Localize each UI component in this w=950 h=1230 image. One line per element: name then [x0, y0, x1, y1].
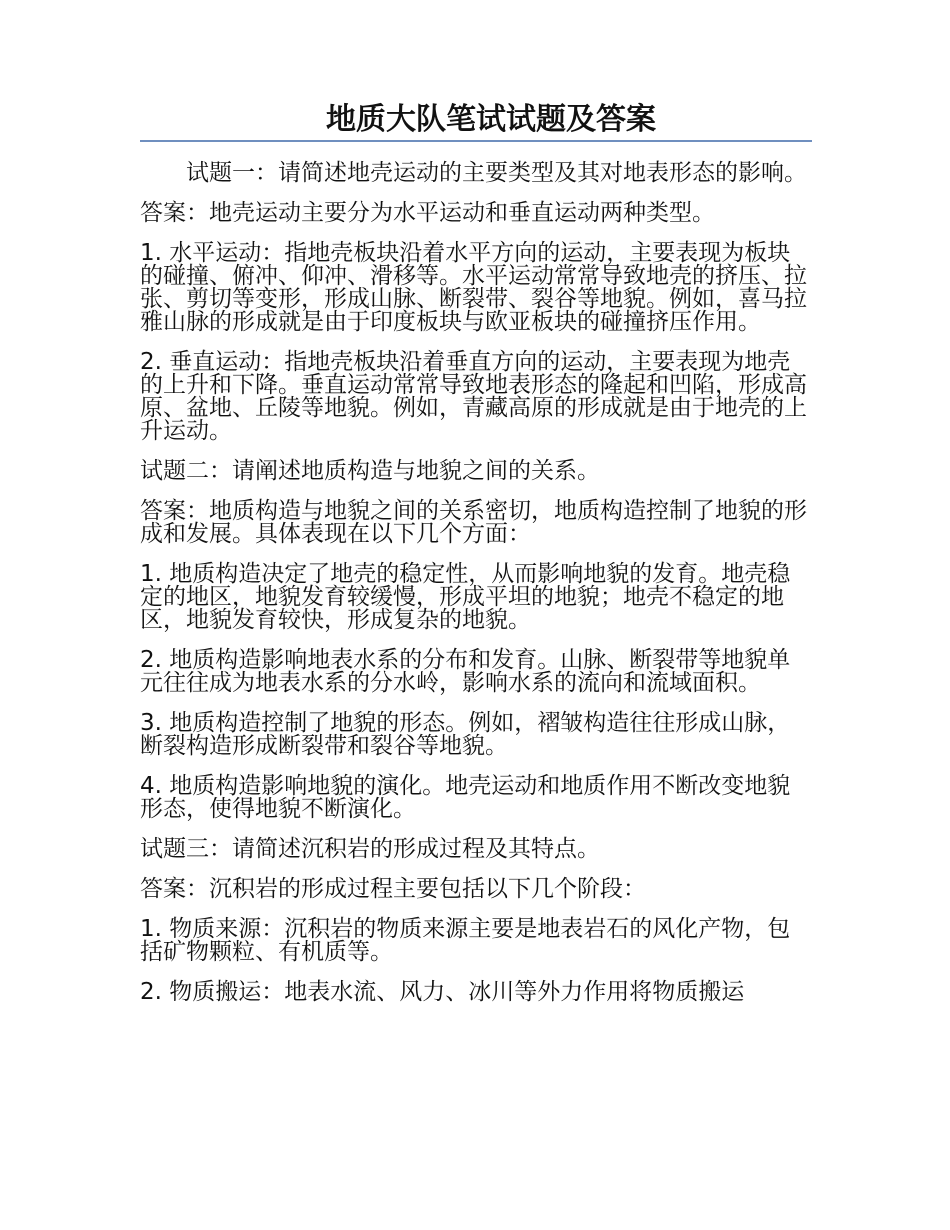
question-1: 试题一：请简述地壳运动的主要类型及其对地表形态的影响。 — [186, 160, 807, 186]
answer-3-intro: 答案：沉积岩的形成过程主要包括以下几个阶段： — [140, 876, 646, 902]
answer-1-point-2: 2. 垂直运动：指地壳板块沿着垂直方向的运动，主要表现为地壳的上升和下降。垂直运动常常导致地表形态的隆起和凹陷，形成高原、盆地、丘陵等地貌。例如，青藏高原的形成就是由于地壳的上升运动。 — [140, 349, 807, 444]
answer-2-point-1: 1. 地质构造决定了地壳的稳定性，从而影响地貌的发育。地壳稳定的地区，地貌发育较缓慢，形成平坦的地貌；地壳不稳定的地区，地貌发育较快，形成复杂的地貌。 — [140, 561, 791, 633]
answer-2-point-2: 2. 地质构造影响地表水系的分布和发育。山脉、断裂带等地貌单元往往成为地表水系的分水岭，影响水系的流向和流域面积。 — [140, 647, 791, 696]
document-title: 地质大队笔试试题及答案 — [326, 102, 656, 137]
answer-3-point-1: 1. 物质来源：沉积岩的物质来源主要是地表岩石的风化产物，包括矿物颗粒、有机质等。 — [140, 916, 791, 965]
question-2: 试题二：请阐述地质构造与地貌之间的关系。 — [140, 458, 600, 484]
title-block — [140, 100, 812, 142]
answer-2-point-3: 3. 地质构造控制了地貌的形态。例如，褶皱构造往往形成山脉，断裂构造形成断裂带和裂谷等地貌。 — [140, 710, 791, 759]
answer-1-point-1: 1. 水平运动：指地壳板块沿着水平方向的运动，主要表现为板块的碰撞、俯冲、仰冲、滑移等。水平运动常常导致地壳的挤压、拉张、剪切等变形，形成山脉、断裂带、裂谷等地貌。例如，喜马拉雅山脉的形成就是由于印度板块与欧亚板块的碰撞挤压作用。 — [140, 240, 807, 335]
document-page — [140, 100, 812, 1021]
answer-1-intro: 答案：地壳运动主要分为水平运动和垂直运动两种类型。 — [140, 200, 715, 226]
answer-3-point-2: 2. 物质搬运：地表水流、风力、冰川等外力作用将物质搬运 — [140, 979, 745, 1005]
answer-2-intro: 答案：地质构造与地貌之间的关系密切，地质构造控制了地貌的形成和发展。具体表现在以下几个方面： — [140, 498, 807, 547]
answer-2-point-4: 4. 地质构造影响地貌的演化。地壳运动和地质作用不断改变地貌形态，使得地貌不断演化。 — [140, 773, 791, 822]
question-3: 试题三：请简述沉积岩的形成过程及其特点。 — [140, 836, 600, 862]
